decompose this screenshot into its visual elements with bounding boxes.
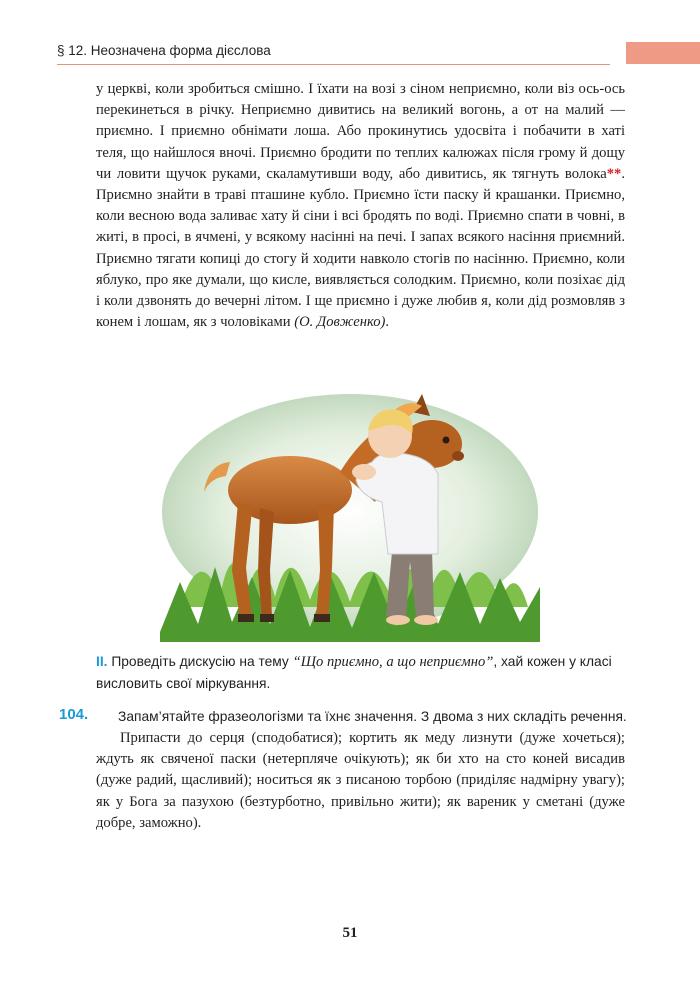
discussion-task-text-after: , хай кожен у класі висловить свої міркування. (96, 654, 612, 691)
main-text (96, 79, 625, 333)
main-text-part-1: у церкві, коли зробиться смішно. І їхати на возі з сіном неприємно, коли віз ось-ось перекинеться в річку. Неприємно дивитись на великий вогонь, а от на малий — приємно. І приємно обнімати лоша. Або прокинутись удосвіта і побачити в хаті теля, що найшлося вночі. Приємно бродити по теплих калюжах після грому й дощу чи ловити щучок руками, скаламутивши воду, або дивитись, як тягнуть волока (96, 81, 625, 182)
exercise-text: Припасти до серця (сподобатися); кортить як меду лизнути (дуже хочеться); ждуть як свяченої паски (нетерпляче очікують); як би хто на сто коней висадив (дуже радий, щасливий); носиться як з писаною торбою (приділяє надмірну увагу); як у Бога за пазухою (безтурботно, привільно жити); як вареник у сметані (дуже добре, заможно). (96, 730, 625, 831)
footnote-stars: ** (606, 165, 622, 182)
main-text-end: . (385, 314, 390, 331)
page-number: 51 (342, 925, 358, 941)
discussion-task-label: ІІ. (96, 654, 108, 669)
exercise-task: Запам’ятайте фразеологізми та їхнє значення. З двома з них складіть речення. (118, 709, 627, 724)
main-text-part-2: . Приємно знайти в траві пташине кубло. Приємно їсти паску й крашанки. Приємно, коли весною вода заливає хату й сіни і всі бродять по воді. Приємно спати в човні, в житі, в просі, в ячмені, у всякому насінні на печі. І запах всякого насіння приємний. Приємно тягати копиці до стогу й ходити навколо стогів по насінню. Приємно, коли яблуко, про яке думали, що кисле, виявляється солодким. Приємно, коли позіхає дід і коли дзвонять до вечерні літом. І ще приємно і дуже любив я, коли дід розмовляв з конем і лошам, як з чоловіками (96, 165, 625, 331)
discussion-task-topic: “Що приємно, а що неприємно” (292, 654, 494, 670)
source-citation: (О. Довженко) (294, 314, 386, 331)
header-tab-decoration (626, 42, 700, 64)
header-rule (57, 64, 610, 65)
discussion-task (96, 651, 630, 694)
illustration-boy-and-foal (160, 392, 540, 642)
discussion-task-text-before: Проведіть дискусію на тему (107, 654, 293, 669)
exercise-number: 104. (59, 706, 89, 723)
header-section-title: § 12. Неозначена форма дієслова (57, 43, 271, 58)
